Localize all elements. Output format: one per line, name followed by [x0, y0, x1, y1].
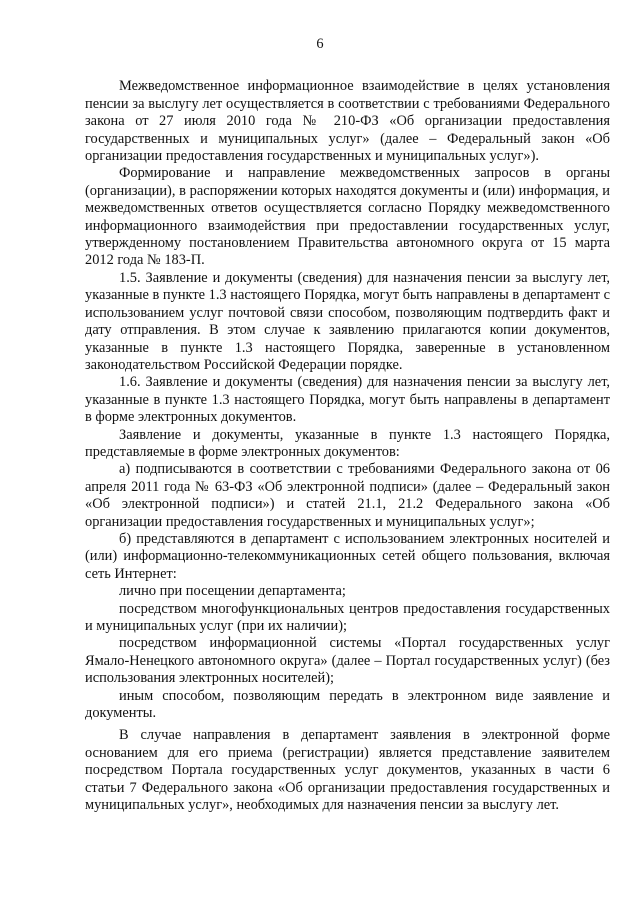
- paragraph-electronic-application: В случае направления в департамент заявления в электронной форме основанием для его приема (регистрации) является представление заявителем посредством Портала государственных услуг документов, указанных в части 6 статьи 7 Федерального закона «Об организации предоставления государственных и муниципальных услуг», необходимых для назначения пенсии за выслугу лет.: [85, 727, 610, 814]
- paragraph-item-1-6: 1.6. Заявление и документы (сведения) для назначения пенсии за выслугу лет, указанные в пункте 1.3 настоящего Порядка, могут быть направлены в департамент в форме электронных документов.: [85, 374, 610, 426]
- paragraph-other-method: иным способом, позволяющим передать в электронном виде заявление и документы.: [85, 687, 610, 722]
- paragraph-interagency-interaction: Межведомственное информационное взаимодействие в целях установления пенсии за выслугу лет осуществляется в соответствии с требованиями Федерального закона от 27 июля 2010 года № 210-ФЗ «Об организации предоставления государственных и муниципальных услуг» (далее – Федеральный закон «Об организации предоставления государственных и муниципальных услуг»).: [85, 78, 610, 165]
- paragraph-mfc: посредством многофункциональных центров предоставления государственных и муниципальных услуг (при их наличии);: [85, 600, 610, 634]
- page-number: 6: [316, 36, 324, 52]
- paragraph-in-person: лично при посещении департамента;: [119, 583, 346, 600]
- paragraph-subitem-a: а) подписываются в соответствии с требованиями Федерального закона от 06 апреля 2011 года № 63-ФЗ «Об электронной подписи» (далее – Федеральный закон «Об электронной подписи») и статей 21.1, 21.2 Федерального закона «Об организации предоставления государственных и муниципальных услуг»;: [85, 461, 610, 530]
- paragraph-electronic-documents: Заявление и документы, указанные в пункте 1.3 настоящего Порядка, представляемые в форме электронных документов:: [85, 426, 610, 460]
- paragraph-item-1-5: 1.5. Заявление и документы (сведения) для назначения пенсии за выслугу лет, указанные в пункте 1.3 настоящего Порядка, могут быть направлены в департамент с использованием услуг почтовой связи способом, позволяющим подтвердить факт и дату отправления. В этом случае к заявлению прилагаются копии документов, указанные в пункте 1.3 настоящего Порядка, заверенные в установленном законодательством Российской Федерации порядке.: [85, 269, 610, 373]
- paragraph-subitem-b: б) представляются в департамент с использованием электронных носителей и (или) информационно-телекоммуникационных сетей общего пользования, включая сеть Интернет:: [85, 530, 610, 582]
- paragraph-interagency-requests: Формирование и направление межведомственных запросов в органы (организации), в распоряжении которых находятся документы и (или) информация, и межведомственных ответов осуществляется согласно Порядку межведомственного информационного взаимодействия при предоставлении государственных услуг, утвержденному постановлением Правительства автономного округа от 15 марта 2012 года № 183-П.: [85, 165, 610, 269]
- paragraph-portal: посредством информационной системы «Портал государственных услуг Ямало-Ненецкого автономного округа» (далее – Портал государственных услуг) (без использования электронных носителей);: [85, 635, 610, 687]
